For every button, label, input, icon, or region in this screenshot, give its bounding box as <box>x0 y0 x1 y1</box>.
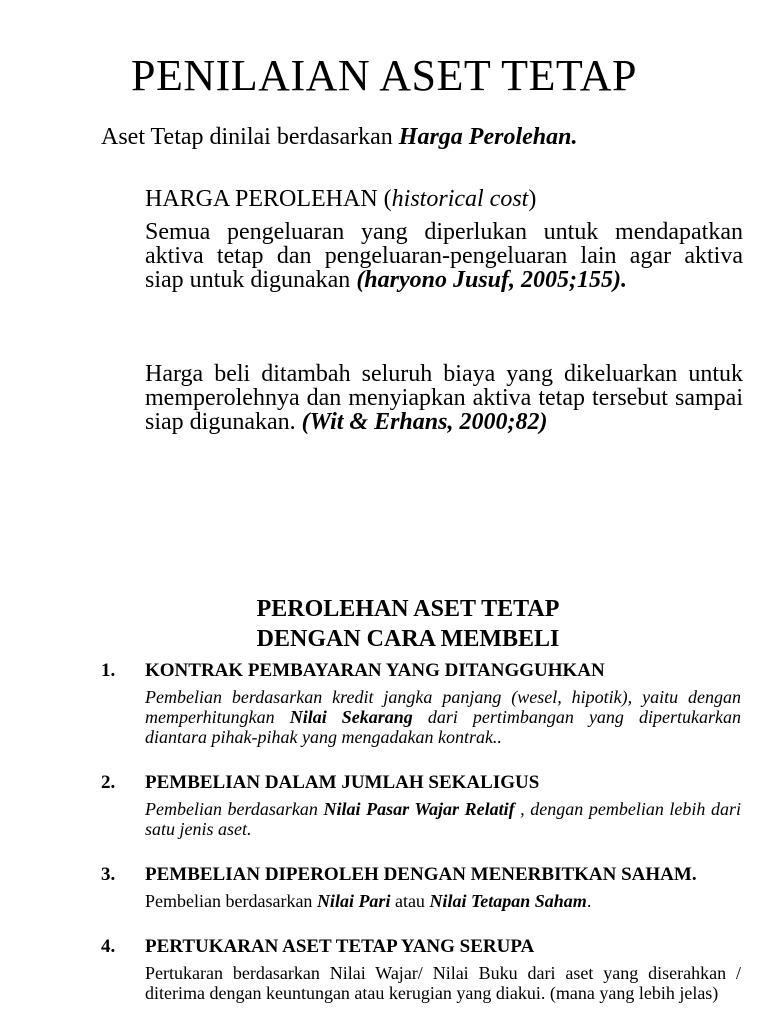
desc-text: Pembelian berdasarkan <box>145 799 324 819</box>
paragraph-text: Semua pengeluaran yang diperlukan untuk mendapatkan aktiva tetap dan pengeluaran-pengeluaran lain agar aktiva siap untuk digunakan <box>145 219 743 293</box>
item-description <box>145 687 741 747</box>
desc-text: Pembelian berdasarkan kredit jangka panjang (wesel, hipotik), yaitu dengan memperhitungkan <box>145 687 741 727</box>
item-number: 2. <box>101 772 116 793</box>
section-title-line-1: PEROLEHAN ASET TETAP <box>256 596 560 622</box>
heading-close: ) <box>528 186 537 212</box>
item-heading: PERTUKARAN ASET TETAP YANG SERUPA <box>145 936 535 957</box>
item-description <box>145 963 741 1003</box>
desc-text: . <box>586 891 592 911</box>
desc-emphasis: Nilai Tetapan Saham <box>429 891 587 911</box>
item-number: 1. <box>101 660 116 681</box>
heading-text: HARGA PEROLEHAN ( <box>145 186 392 212</box>
item-heading: KONTRAK PEMBAYARAN YANG DITANGGUHKAN <box>145 660 605 681</box>
item-description <box>145 891 741 911</box>
desc-text: dari pertimbangan yang dipertukarkan diantara pihak-pihak yang mengadakan kontrak.. <box>145 707 741 747</box>
citation: (Wit & Erhans, 2000;82) <box>301 409 548 435</box>
section-title-line-2: DENGAN CARA MEMBELI <box>256 626 560 652</box>
desc-emphasis: Nilai Pasar Wajar Relatif <box>323 799 515 819</box>
item-number: 4. <box>101 936 116 957</box>
intro-line <box>101 124 577 151</box>
harga-perolehan-heading <box>145 186 536 213</box>
desc-text: Pertukaran berdasarkan Nilai Wajar/ Nilai Buku dari aset yang diserahkan / diterima dengan keuntungan atau kerugian yang diakui. (mana yang lebih jelas) <box>145 963 741 1003</box>
desc-emphasis: Nilai Pari <box>316 891 391 911</box>
paragraph-text: Harga beli ditambah seluruh biaya yang dikeluarkan untuk memperolehnya dan menyiapkan aktiva tetap tersebut sampai siap digunakan. <box>145 361 743 435</box>
item-heading: PEMBELIAN DALAM JUMLAH SEKALIGUS <box>145 772 540 793</box>
intro-emphasis: Harga Perolehan. <box>398 124 578 150</box>
section-title <box>0 594 768 654</box>
definition-paragraph-2 <box>145 362 743 434</box>
desc-text: , dengan pembelian lebih dari satu jenis aset. <box>145 799 741 839</box>
item-number: 3. <box>101 864 116 885</box>
item-heading: PEMBELIAN DIPEROLEH DENGAN MENERBITKAN SAHAM. <box>145 864 697 885</box>
citation: (haryono Jusuf, 2005;155). <box>356 267 628 293</box>
heading-italic: historical cost <box>391 186 529 212</box>
page-title: PENILAIAN ASET TETAP <box>131 51 637 100</box>
item-description <box>145 799 741 839</box>
definition-paragraph-1 <box>145 220 743 292</box>
desc-text: Pembelian berdasarkan <box>145 891 317 911</box>
intro-text: Aset Tetap dinilai berdasarkan <box>101 124 399 150</box>
desc-text: atau <box>390 891 430 911</box>
desc-emphasis: Nilai Sekarang <box>289 707 413 727</box>
